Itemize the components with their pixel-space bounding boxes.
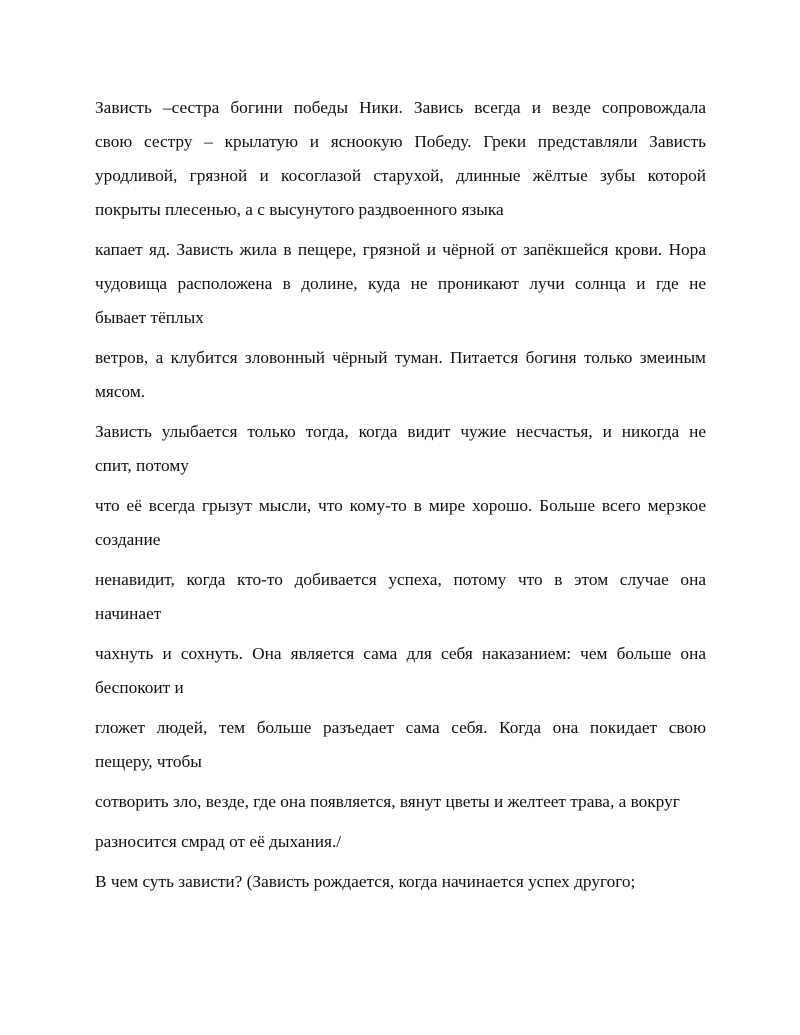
text-line: капает яд. Зависть жила в пещере, грязной и чёрной от запёкшейся крови. Нора (95, 240, 706, 259)
paragraph (95, 825, 706, 859)
text-line: В чем суть зависти? (Зависть рождается, когда начинается успех другого; (95, 872, 636, 891)
document-page (95, 91, 706, 905)
text-line: гложет людей, тем больше разъедает сама себя. Когда она покидает свою (95, 718, 706, 737)
text-line: уродливой, грязной и косоглазой старухой, длинные жёлтые зубы которой (95, 166, 706, 185)
text-line: ветров, а клубится зловонный чёрный туман. Питается богиня только змеиным (95, 348, 706, 367)
text-line: беспокоит и (95, 678, 184, 697)
paragraph (95, 341, 706, 409)
text-line: чудовища расположена в долине, куда не проникают лучи солнца и где не (95, 274, 706, 293)
paragraph (95, 711, 706, 779)
text-line: бывает тёплых (95, 308, 204, 327)
text-line: ненавидит, когда кто-то добивается успеха, потому что в этом случае она (95, 570, 706, 589)
text-line: чахнуть и сохнуть. Она является сама для себя наказанием: чем больше она (95, 644, 706, 663)
text-line: сотворить зло, везде, где она появляется, вянут цветы и желтеет трава, а вокруг (95, 792, 680, 811)
paragraph (95, 785, 706, 819)
text-line: свою сестру – крылатую и ясноокую Победу. Греки представляли Зависть (95, 132, 706, 151)
text-line: что её всегда грызут мысли, что кому-то в мире хорошо. Больше всего мерзкое (95, 496, 706, 515)
paragraph (95, 233, 706, 335)
text-line: Зависть –сестра богини победы Ники. Завись всегда и везде сопровождала (95, 98, 706, 117)
text-line: спит, потому (95, 456, 189, 475)
text-line: создание (95, 530, 161, 549)
paragraph (95, 563, 706, 631)
text-line: мясом. (95, 382, 146, 401)
paragraph (95, 91, 706, 227)
paragraph (95, 637, 706, 705)
text-line: Зависть улыбается только тогда, когда видит чужие несчастья, и никогда не (95, 422, 706, 441)
text-line: пещеру, чтобы (95, 752, 202, 771)
paragraph (95, 865, 706, 899)
paragraph (95, 489, 706, 557)
paragraph (95, 415, 706, 483)
text-line: начинает (95, 604, 162, 623)
text-line: покрыты плесенью, а с высунутого раздвоенного языка (95, 200, 504, 219)
text-line: разносится смрад от её дыхания./ (95, 832, 342, 851)
